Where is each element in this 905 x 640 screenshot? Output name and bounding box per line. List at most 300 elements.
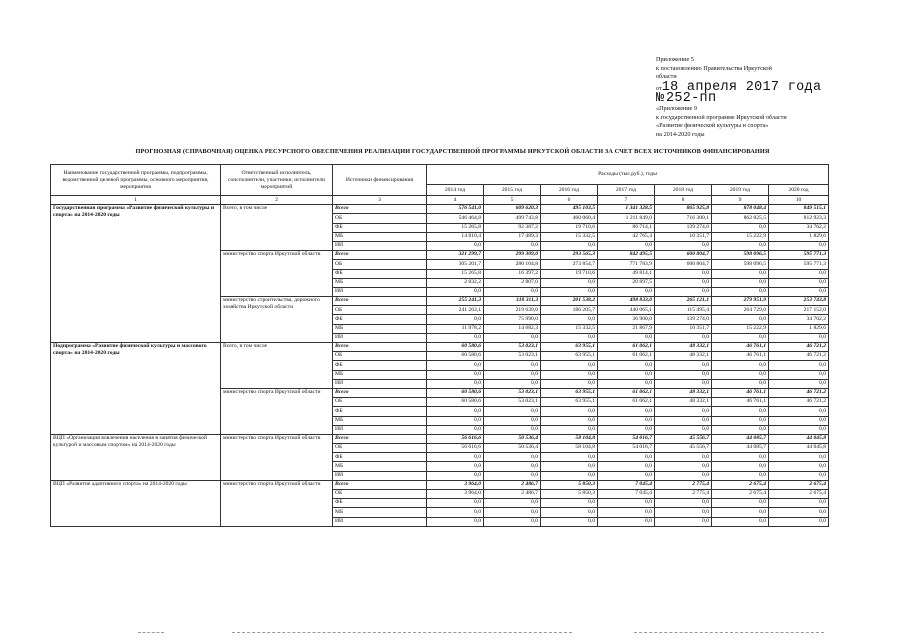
col-number: 6 [541,196,598,205]
value-cell: 0,0 [427,333,484,342]
value-cell: 54 016,7 [598,444,655,453]
value-cell: 241 263,1 [427,306,484,315]
scan-edge-mark [138,632,164,633]
value-cell: 0,0 [598,508,655,517]
source-cell: ФБ [333,407,427,416]
source-cell: МБ [333,278,427,287]
value-cell: 595 771,3 [769,260,829,269]
value-cell: 3 964,0 [427,490,484,499]
source-cell: ОБ [333,260,427,269]
header-line: к постановлению Правительства Иркутской [656,64,772,72]
value-cell: 576 541,0 [427,205,484,214]
date-prefix: от [656,84,662,92]
value-cell: 0,0 [484,508,541,517]
value-cell: 0,0 [427,425,484,434]
value-cell: 0,0 [712,278,769,287]
value-cell: 495 103,5 [541,205,598,214]
source-cell: ФБ [333,315,427,324]
source-cell: ОБ [333,214,427,223]
header-line: области [656,73,677,81]
value-cell: 0,0 [427,471,484,480]
value-cell: 595 771,3 [769,251,829,260]
value-cell: 44 045,8 [769,444,829,453]
value-cell: 49 814,1 [598,269,655,278]
source-cell: ИИ [333,517,427,526]
value-cell: 0,0 [598,361,655,370]
value-cell: 75 990,0 [484,315,541,324]
value-cell: 7 045,4 [598,490,655,499]
program-name-cell: Государственная программа «Развитие физической культуры и спорта» на 2014-2020 годы [51,205,221,343]
value-cell: 0,0 [484,517,541,526]
value-cell: 0,0 [427,508,484,517]
value-cell: 2 832,2 [427,278,484,287]
value-cell: 0,0 [541,379,598,388]
value-cell: 498 833,0 [598,297,655,306]
value-cell: 139 274,0 [655,223,712,232]
value-cell: 0,0 [541,499,598,508]
value-cell: 0,0 [598,407,655,416]
value-cell: 0,0 [598,453,655,462]
table-body [51,205,829,527]
table-row [51,205,829,214]
col-number: 3 [333,196,427,205]
executor-cell: Всего, в том числе [221,205,333,251]
value-cell: 1 211 849,0 [598,214,655,223]
value-cell: 53 023,1 [484,343,541,352]
value-cell: 46 721,2 [769,388,829,397]
value-cell: 293 565,3 [541,251,598,260]
value-cell: 0,0 [655,407,712,416]
value-cell: 0,0 [427,287,484,296]
value-cell: 46 761,1 [712,352,769,361]
value-cell: 46 761,1 [712,398,769,407]
value-cell: 53 023,1 [484,352,541,361]
value-cell: 53 023,1 [484,398,541,407]
value-cell: 21 867,9 [598,324,655,333]
value-cell: 0,0 [655,287,712,296]
value-cell: 0,0 [427,407,484,416]
value-cell: 58 104,8 [541,444,598,453]
value-cell: 321 299,7 [427,251,484,260]
executor-cell: Всего, в том числе [221,343,333,389]
col-number: 5 [484,196,541,205]
value-cell: 61 062,1 [598,352,655,361]
value-cell: 1 829,6 [769,232,829,241]
header-line: к государственной программе Иркутской области [656,113,787,121]
value-cell: 2 675,4 [769,490,829,499]
value-cell: 60 580,6 [427,398,484,407]
value-cell: 0,0 [712,453,769,462]
year-header: 2016 год [541,185,598,196]
value-cell: 0,0 [769,333,829,342]
value-cell: 0,0 [598,241,655,250]
year-header: 2017 год [598,185,655,196]
value-cell: 2 486,7 [484,480,541,489]
source-cell: ФБ [333,453,427,462]
value-cell: 0,0 [598,462,655,471]
value-cell: 2 486,7 [484,490,541,499]
value-cell: 0,0 [598,370,655,379]
value-cell: 58 104,8 [541,434,598,443]
value-cell: 0,0 [712,508,769,517]
value-cell: 0,0 [484,499,541,508]
value-cell: 15 222,9 [712,232,769,241]
value-cell: 0,0 [541,361,598,370]
value-cell: 546 464,8 [427,214,484,223]
value-cell: 44 045,8 [769,434,829,443]
year-header: 2019 год [712,185,769,196]
value-cell: 0,0 [769,453,829,462]
value-cell: 0,0 [427,462,484,471]
value-cell: 0,0 [541,333,598,342]
year-header: 2015 год [484,185,541,196]
value-cell: 36 900,0 [598,315,655,324]
value-cell: 45 556,7 [655,444,712,453]
value-cell: 0,0 [598,333,655,342]
col-number: 4 [427,196,484,205]
value-cell: 0,0 [712,407,769,416]
value-cell: 0,0 [769,370,829,379]
value-cell: 0,0 [541,471,598,480]
value-cell: 0,0 [484,379,541,388]
value-cell: 0,0 [655,379,712,388]
program-name-cell: ВЦП «Организация вовлечения населения в занятия физической культурой и массовым спортом» на 2014-2020 годы [51,434,221,480]
source-cell: МБ [333,232,427,241]
source-cell: Всего [333,343,427,352]
value-cell: 34 762,2 [769,315,829,324]
value-cell: 0,0 [427,517,484,526]
source-cell: ИИ [333,241,427,250]
value-cell: 0,0 [541,517,598,526]
value-cell: 54 016,7 [598,434,655,443]
value-cell: 253 743,8 [769,297,829,306]
col-header-source: Источники финансирования [333,165,427,196]
value-cell: 61 062,1 [598,388,655,397]
value-cell: 34 762,2 [769,223,829,232]
table-row [51,343,829,352]
value-cell: 0,0 [769,287,829,296]
value-cell: 0,0 [655,462,712,471]
value-cell: 217 152,0 [769,306,829,315]
value-cell: 0,0 [655,517,712,526]
value-cell: 812 923,3 [769,214,829,223]
value-cell: 0,0 [484,333,541,342]
value-cell: 0,0 [484,453,541,462]
value-cell: 0,0 [712,416,769,425]
value-cell: 15 265,8 [427,269,484,278]
value-cell: 0,0 [712,471,769,480]
source-cell: Всего [333,434,427,443]
value-cell: 44 085,7 [712,434,769,443]
value-cell: 0,0 [769,269,829,278]
value-cell: 56 616,6 [427,444,484,453]
value-cell: 0,0 [769,379,829,388]
value-cell: 0,0 [655,416,712,425]
source-cell: Всего [333,297,427,306]
value-cell: 0,0 [427,370,484,379]
value-cell: 0,0 [655,499,712,508]
source-cell: ФБ [333,223,427,232]
value-cell: 460 060,4 [541,214,598,223]
value-cell: 0,0 [655,425,712,434]
decree-date: 18 апреля 2017 года [661,79,822,95]
source-cell: ФБ [333,269,427,278]
source-cell: ИИ [333,287,427,296]
source-cell: ИИ [333,379,427,388]
value-cell: 0,0 [427,361,484,370]
value-cell: 305 201,7 [427,260,484,269]
value-cell: 0,0 [655,269,712,278]
value-cell: 862 825,5 [712,214,769,223]
value-cell: 10 351,7 [655,324,712,333]
value-cell: 63 955,1 [541,352,598,361]
source-cell: Всего [333,251,427,260]
scan-edge-mark [232,632,572,633]
value-cell: 2 775,4 [655,480,712,489]
value-cell: 2 775,4 [655,490,712,499]
col-number: 7 [598,196,655,205]
value-cell: 0,0 [484,407,541,416]
value-cell: 60 580,6 [427,352,484,361]
value-cell: 0,0 [598,287,655,296]
header-line: «Приложение 9 [656,104,697,112]
value-cell: 0,0 [541,315,598,324]
table-row [51,480,829,489]
value-cell: 279 951,9 [712,297,769,306]
value-cell: 0,0 [769,508,829,517]
funding-table [50,164,829,527]
source-cell: МБ [333,370,427,379]
value-cell: 0,0 [769,462,829,471]
source-cell: МБ [333,462,427,471]
value-cell: 5 850,3 [541,490,598,499]
value-cell: 0,0 [484,370,541,379]
source-cell: ИИ [333,471,427,480]
value-cell: 61 062,1 [598,398,655,407]
value-cell: 15 222,9 [712,324,769,333]
header-line: на 2014-2020 годы [656,130,705,138]
value-cell: 46 721,2 [769,352,829,361]
source-cell: ФБ [333,499,427,508]
value-cell: 0,0 [769,361,829,370]
source-cell: Всего [333,205,427,214]
value-cell: 0,0 [769,407,829,416]
value-cell: 16 397,2 [484,269,541,278]
source-cell: ОБ [333,306,427,315]
value-cell: 280 104,8 [484,260,541,269]
value-cell: 0,0 [769,416,829,425]
source-cell: ИИ [333,425,427,434]
value-cell: 17 489,3 [484,232,541,241]
value-cell: 15 332,5 [541,232,598,241]
value-cell: 0,0 [541,278,598,287]
col-number: 10 [769,196,829,205]
value-cell: 0,0 [712,361,769,370]
value-cell: 46 721,2 [769,398,829,407]
value-cell: 0,0 [598,425,655,434]
value-cell: 46 761,1 [712,388,769,397]
value-cell: 46 721,2 [769,343,829,352]
value-cell: 1 341 328,5 [598,205,655,214]
value-cell: 609 620,3 [484,205,541,214]
value-cell: 0,0 [541,287,598,296]
value-cell: 0,0 [655,361,712,370]
value-cell: 0,0 [712,425,769,434]
value-cell: 0,0 [712,517,769,526]
col-number: 1 [51,196,221,205]
value-cell: 42 765,4 [598,232,655,241]
value-cell: 0,0 [484,287,541,296]
year-header: 2014 год [427,185,484,196]
value-cell: 265 121,1 [655,297,712,306]
source-cell: МБ [333,324,427,333]
year-header: 2020 год [769,185,829,196]
source-cell: ФБ [333,361,427,370]
value-cell: 19 710,6 [541,223,598,232]
value-cell: 92 387,2 [484,223,541,232]
value-cell: 7 045,4 [598,480,655,489]
source-cell: ОБ [333,490,427,499]
value-cell: 598 096,5 [712,251,769,260]
value-cell: 310 311,3 [484,297,541,306]
value-cell: 0,0 [484,425,541,434]
value-cell: 499 743,8 [484,214,541,223]
value-cell: 0,0 [769,425,829,434]
value-cell: 45 556,7 [655,434,712,443]
value-cell: 219 639,0 [484,306,541,315]
value-cell: 0,0 [541,425,598,434]
value-cell: 0,0 [427,315,484,324]
value-cell: 2 675,4 [712,490,769,499]
value-cell: 0,0 [769,499,829,508]
value-cell: 0,0 [712,223,769,232]
value-cell: 50 536,4 [484,444,541,453]
value-cell: 0,0 [598,471,655,480]
source-cell: МБ [333,416,427,425]
executor-cell: министерство спорта Иркутской области [221,480,333,526]
number-prefix: № [656,91,665,107]
value-cell: 0,0 [655,471,712,480]
value-cell: 63 955,1 [541,398,598,407]
value-cell: 842 495,5 [598,251,655,260]
value-cell: 63 955,1 [541,388,598,397]
value-cell: 15 332,5 [541,324,598,333]
value-cell: 48 332,1 [655,352,712,361]
col-header-expenses: Расходы (тыс.руб.), годы [427,165,829,185]
value-cell: 0,0 [541,508,598,517]
value-cell: 0,0 [484,471,541,480]
value-cell: 60 580,6 [427,388,484,397]
value-cell: 716 300,1 [655,214,712,223]
value-cell: 10 351,7 [655,232,712,241]
value-cell: 5 850,3 [541,480,598,489]
value-cell: 20 897,5 [598,278,655,287]
value-cell: 598 096,5 [712,260,769,269]
header-line: «Развитие физической культуры и спорта» [656,122,769,130]
value-cell: 865 925,8 [655,205,712,214]
value-cell: 0,0 [484,241,541,250]
value-cell: 440 065,1 [598,306,655,315]
value-cell: 0,0 [712,379,769,388]
value-cell: 48 332,1 [655,343,712,352]
value-cell: 15 265,8 [427,223,484,232]
value-cell: 0,0 [712,462,769,471]
executor-cell: министерство спорта Иркутской области [221,388,333,434]
table-row [51,434,829,443]
value-cell: 0,0 [427,379,484,388]
value-cell: 1 829,6 [769,324,829,333]
source-cell: ОБ [333,352,427,361]
value-cell: 0,0 [712,315,769,324]
value-cell: 115 495,4 [655,306,712,315]
source-cell: МБ [333,508,427,517]
value-cell: 19 710,6 [541,269,598,278]
value-cell: 11 978,2 [427,324,484,333]
value-cell: 0,0 [598,416,655,425]
value-cell: 63 955,1 [541,343,598,352]
value-cell: 186 205,7 [541,306,598,315]
value-cell: 0,0 [541,407,598,416]
value-cell: 299 309,0 [484,251,541,260]
decree-number-line [656,93,896,105]
program-name-cell: Подпрограмма «Развитие физической культуры и массового спорта» на 2014-2020 годы [51,343,221,435]
value-cell: 0,0 [655,508,712,517]
scan-edge-mark [634,632,824,633]
source-cell: Всего [333,388,427,397]
value-cell: 771 783,9 [598,260,655,269]
value-cell: 0,0 [655,241,712,250]
value-cell: 273 854,7 [541,260,598,269]
header-line: Приложение 5 [656,56,694,63]
value-cell: 60 580,6 [427,343,484,352]
value-cell: 0,0 [655,370,712,379]
value-cell: 255 241,3 [427,297,484,306]
executor-cell: министерство спорта Иркутской области [221,434,333,480]
value-cell: 44 085,7 [712,444,769,453]
year-header: 2018 год [655,185,712,196]
value-cell: 264 729,0 [712,306,769,315]
value-cell: 53 023,1 [484,388,541,397]
value-cell: 86 714,1 [598,223,655,232]
value-cell: 139 274,0 [655,315,712,324]
value-cell: 50 536,4 [484,434,541,443]
value-cell: 0,0 [598,379,655,388]
value-cell: 0,0 [541,416,598,425]
value-cell: 0,0 [769,241,829,250]
value-cell: 0,0 [484,416,541,425]
value-cell: 201 538,2 [541,297,598,306]
col-number: 2 [221,196,333,205]
value-cell: 0,0 [769,517,829,526]
col-header-program: Наименование государственной программы, подпрограммы, ведомственной целевой программы, основного мероприятия, мероприятия [51,165,221,196]
value-cell: 56 616,6 [427,434,484,443]
value-cell: 2 807,0 [484,278,541,287]
value-cell: 2 675,4 [769,480,829,489]
value-cell: 3 964,0 [427,480,484,489]
value-cell: 0,0 [655,333,712,342]
table-head [51,165,829,205]
source-cell: ОБ [333,444,427,453]
value-cell: 600 804,7 [655,251,712,260]
value-cell: 0,0 [484,361,541,370]
value-cell: 0,0 [541,370,598,379]
value-cell: 48 332,1 [655,388,712,397]
appendix-header [656,56,896,139]
value-cell: 61 062,1 [598,343,655,352]
executor-cell: министерство спорта Иркутской области [221,251,333,297]
value-cell: 0,0 [655,453,712,462]
value-cell: 14 682,3 [484,324,541,333]
